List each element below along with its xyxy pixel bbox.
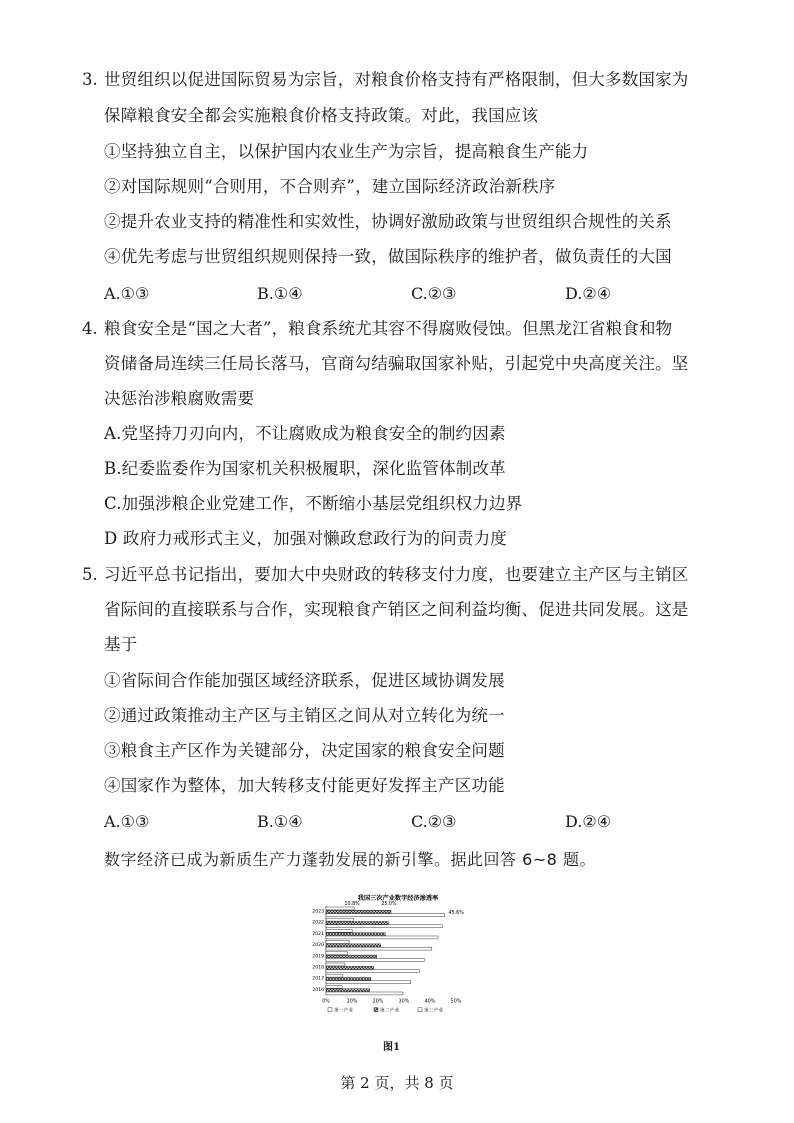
- bar-第三产业-2019: [326, 958, 424, 961]
- chart-svg: [296, 892, 501, 1037]
- question-4-option-d: D 政府力戒形式主义，加强对懒政怠政行为的问责力度: [104, 529, 507, 548]
- question-3-option-c: C.②③: [411, 284, 457, 303]
- legend-label-第一产业: 第一产业: [334, 1008, 354, 1014]
- bar-第一产业-2019: [326, 952, 347, 955]
- x-tick-label-5: 50%: [450, 999, 462, 1005]
- page-footer: 第 2 页，共 8 页: [340, 1074, 454, 1092]
- question-5-option-a: A.①③: [104, 812, 150, 831]
- question-5-statement-4: ④国家作为整体，加大转移支付能更好发挥主产区功能: [104, 776, 505, 795]
- y-tick-label-2020: 2020: [312, 943, 324, 949]
- question-3-stem-cont: 保障粮食安全都会实施粮食价格支持政策。对此，我国应该: [104, 106, 539, 125]
- legend-label-第二产业: 第二产业: [380, 1008, 400, 1014]
- bar-第二产业-2017: [326, 978, 371, 981]
- question-5-statement-1: ①省际间合作能加强区域经济联系，促进区域协调发展: [104, 671, 505, 690]
- question-5-statement-3: ③粮食主产区作为关键部分，决定国家的粮食安全问题: [104, 741, 505, 760]
- y-tick-label-2016: 2016: [312, 987, 324, 993]
- section-intro: 数字经济已成为新质生产力蓬勃发展的新引擎。据此回答 6~8 题。: [104, 850, 596, 869]
- question-3-statement-4: ④优先考虑与世贸组织规则保持一致，做国际秩序的维护者，做负责任的大国: [104, 247, 672, 266]
- bar-第一产业-2020: [326, 941, 349, 944]
- question-5-number: 5.: [82, 565, 98, 584]
- y-tick-label-2017: 2017: [312, 976, 324, 982]
- legend-swatch-第一产业: [328, 1008, 332, 1012]
- bar-第三产业-2022: [326, 925, 442, 928]
- bar-第一产业-2022: [326, 918, 353, 921]
- y-tick-label-2018: 2018: [312, 965, 324, 971]
- question-4-stem-end: 决惩治涉粮腐败需要: [104, 389, 255, 408]
- bar-第二产业-2020: [326, 944, 381, 947]
- question-3-statement-1: ①坚持独立自主，以保护国内农业生产为宗旨，提高粮食生产能力: [104, 142, 589, 161]
- data-label-1: 25.0%: [381, 902, 397, 907]
- question-3-option-a: A.①③: [104, 284, 150, 303]
- figure-1-chart: [296, 892, 501, 1052]
- question-3-stem: 世贸组织以促进国际贸易为宗旨，对粮食价格支持有严格限制，但大多数国家为: [104, 70, 689, 89]
- question-3-statement-2: ②对国际规则“合则用，不合则弃”，建立国际经济政治新秩序: [104, 177, 556, 196]
- bar-第二产业-2023: [326, 910, 391, 913]
- x-tick-label-2: 20%: [372, 999, 384, 1005]
- data-label-0: 10.8%: [344, 902, 360, 907]
- question-4-option-b: B.纪委监委作为国家机关积极履职，深化监管体制改革: [104, 459, 506, 478]
- question-5-option-c: C.②③: [411, 812, 457, 831]
- question-4-stem: 粮食安全是“国之大者”，粮食系统尤其容不得腐败侵蚀。但黑龙江省粮食和物: [104, 319, 673, 338]
- x-tick-label-0: 0%: [322, 999, 330, 1005]
- question-3-option-d: D.②④: [565, 284, 612, 303]
- y-tick-label-2019: 2019: [312, 954, 324, 960]
- question-5-stem: 习近平总书记指出，要加大中央财政的转移支付力度，也要建立主产区与主销区: [104, 565, 689, 584]
- x-tick-label-4: 40%: [424, 999, 436, 1005]
- question-3-number: 3.: [82, 70, 98, 89]
- bar-第三产业-2016: [326, 992, 403, 995]
- question-3-option-b: B.①④: [257, 284, 303, 303]
- bar-第三产业-2020: [326, 947, 432, 950]
- bar-第一产业-2016: [326, 985, 342, 988]
- bar-第一产业-2018: [326, 963, 345, 966]
- question-5-statement-2: ②通过政策推动主产区与主销区之间从对立转化为统一: [104, 706, 505, 725]
- bar-第二产业-2018: [326, 966, 374, 969]
- x-tick-label-1: 10%: [346, 999, 358, 1005]
- bar-第一产业-2023: [326, 907, 354, 910]
- bar-第三产业-2017: [326, 981, 411, 984]
- question-5-option-d: D.②④: [565, 812, 612, 831]
- legend-label-第三产业: 第三产业: [424, 1008, 444, 1014]
- bar-第二产业-2022: [326, 922, 388, 925]
- question-5-stem-end: 基于: [104, 635, 138, 654]
- figure-caption: 图1: [383, 1042, 400, 1053]
- legend-swatch-第三产业: [418, 1008, 422, 1012]
- y-tick-label-2021: 2021: [312, 931, 324, 937]
- question-5-option-b: B.①④: [257, 812, 303, 831]
- question-3-statement-3: ②提升农业支持的精准性和实效性，协调好激励政策与世贸组织合规性的关系: [104, 212, 672, 231]
- bar-第一产业-2021: [326, 929, 352, 932]
- y-tick-label-2023: 2023: [312, 909, 324, 915]
- bar-第三产业-2021: [326, 936, 438, 939]
- bar-第二产业-2019: [326, 955, 377, 958]
- chart-title: 我国三次产业数字经济渗透率: [357, 895, 439, 902]
- question-4-stem-cont: 资储备局连续三任局长落马，官商勾结骗取国家补贴，引起党中央高度关注。坚: [104, 354, 689, 373]
- question-4-option-a: A.党坚持刀刃向内，不让腐败成为粮食安全的制约因素: [104, 424, 506, 443]
- legend-swatch-第二产业: [374, 1008, 378, 1012]
- x-tick-label-3: 30%: [398, 999, 410, 1005]
- data-label-2: 45.6%: [448, 911, 464, 916]
- bar-第三产业-2018: [326, 970, 419, 973]
- question-4-option-c: C.加强涉粮企业党建工作，不断缩小基层党组织权力边界: [104, 494, 523, 513]
- bar-第一产业-2017: [326, 974, 343, 977]
- question-5-stem-cont: 省际间的直接联系与合作，实现粮食产销区之间利益均衡、促进共同发展。这是: [104, 600, 689, 619]
- bar-第二产业-2016: [326, 989, 370, 992]
- y-tick-label-2022: 2022: [312, 920, 324, 926]
- bar-第三产业-2023: [326, 914, 445, 917]
- bar-第二产业-2021: [326, 933, 385, 936]
- question-4-number: 4.: [82, 319, 98, 338]
